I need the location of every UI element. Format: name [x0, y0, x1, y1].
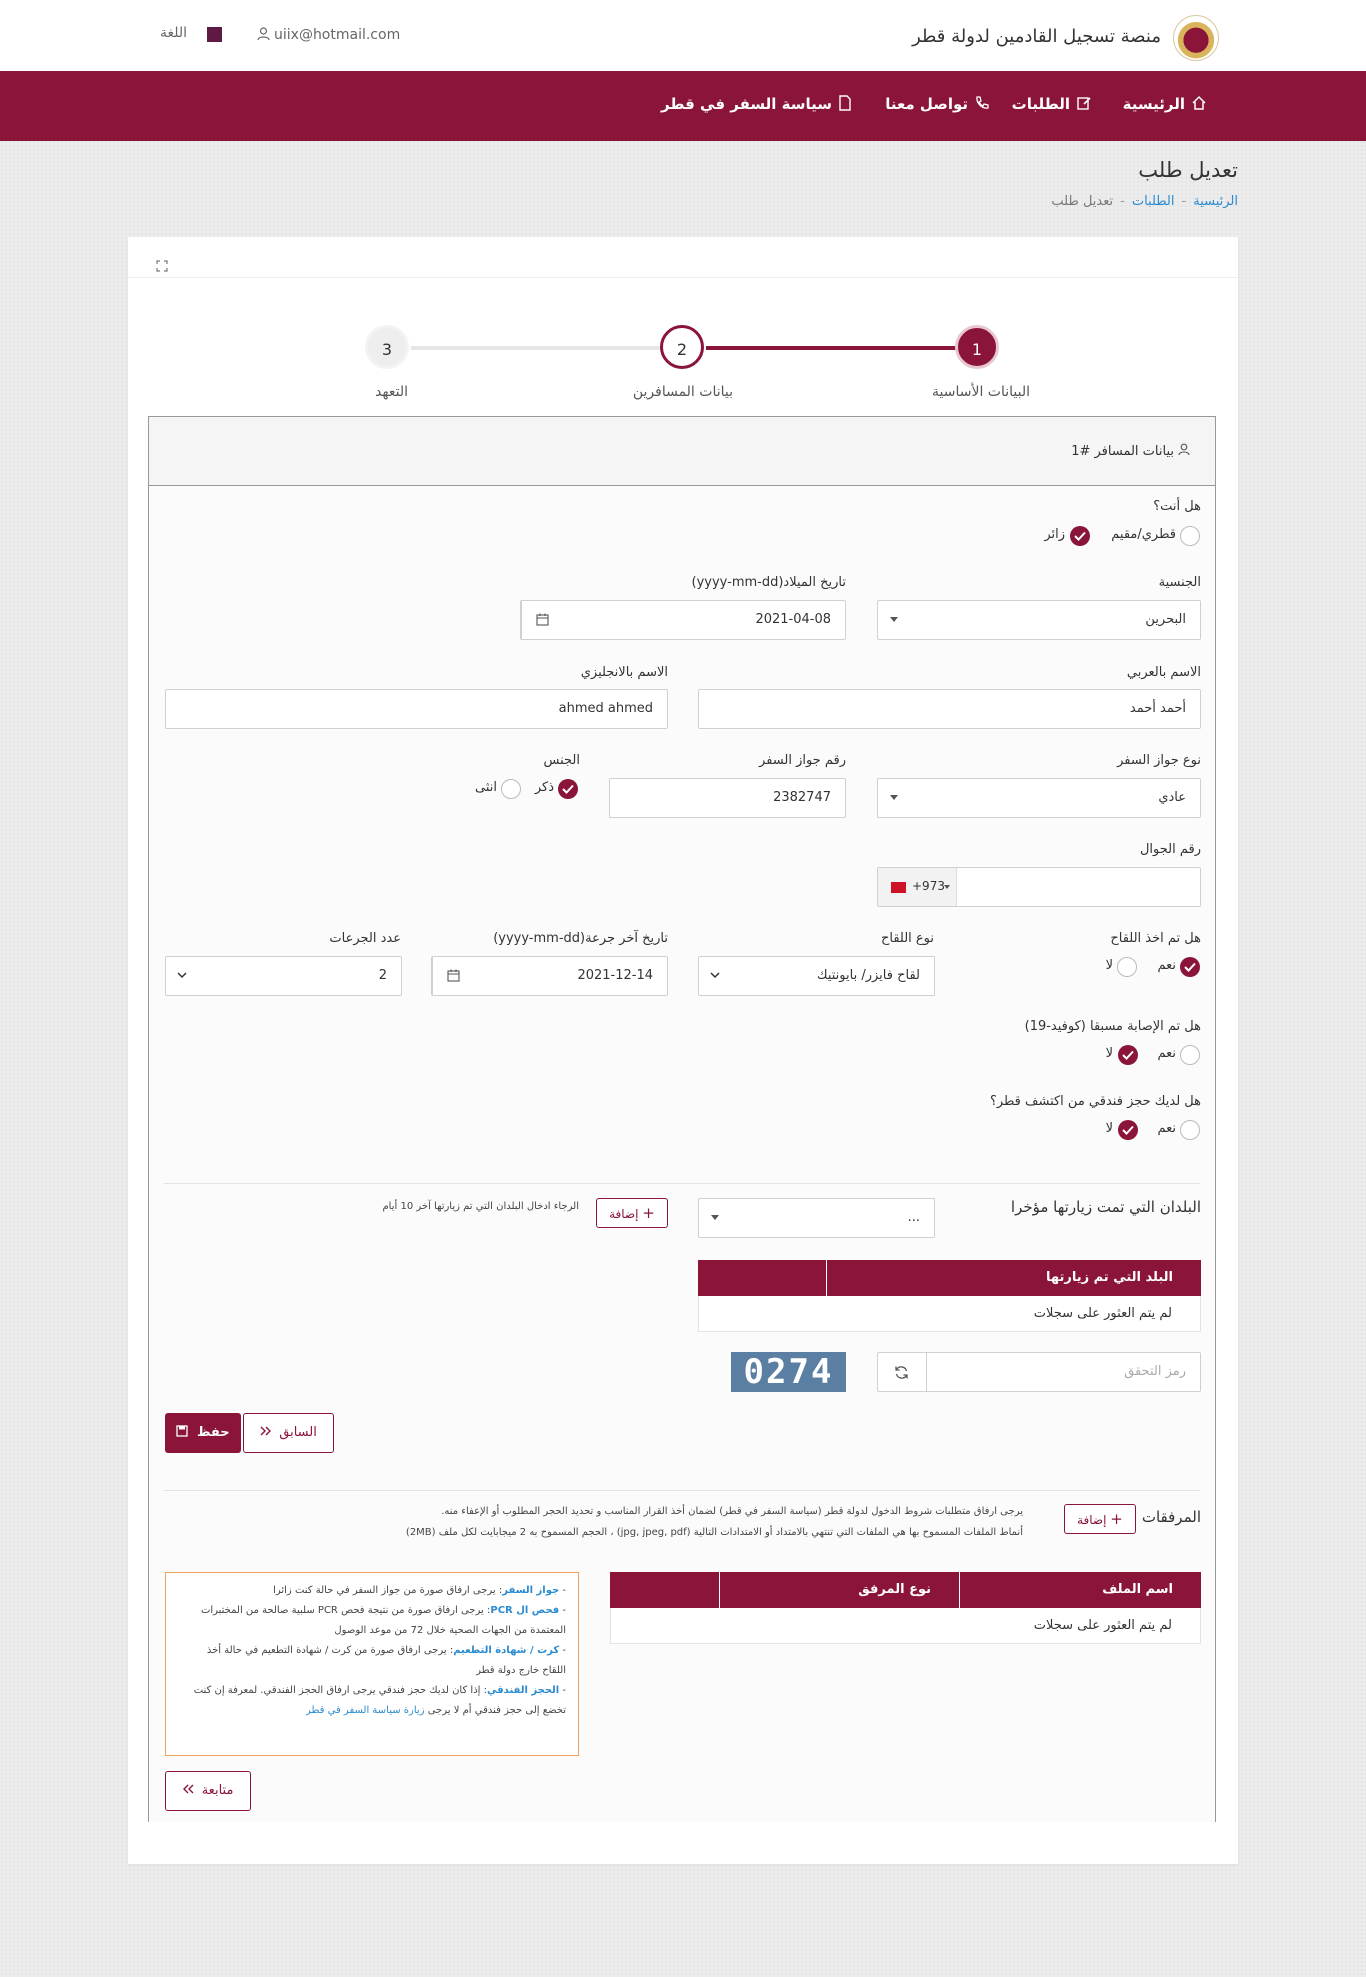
calendar-icon: [447, 969, 460, 982]
previous-label: السابق: [279, 1425, 317, 1440]
passport-type-select[interactable]: [877, 778, 1201, 818]
last-dose-value: 2021-12-14: [577, 968, 653, 983]
column-divider: [959, 1572, 960, 1608]
are-you-label: هل أنت؟: [1153, 499, 1201, 514]
double-chevron-left-icon: [183, 1784, 195, 1794]
previous-button[interactable]: [243, 1413, 334, 1453]
attachments-col-type: نوع المرفق: [858, 1582, 931, 1597]
edit-icon: [1076, 95, 1092, 111]
countries-select-value: ...: [907, 1210, 920, 1225]
bahrain-flag-icon: [891, 882, 906, 893]
doses-label: عدد الجرعات: [329, 931, 401, 946]
are-you-option-visitor: زائر: [1044, 527, 1065, 542]
captcha-input[interactable]: [877, 1352, 1201, 1392]
nav-travel-policy[interactable]: [661, 95, 852, 113]
vaccinated-radio-yes[interactable]: [1180, 957, 1200, 977]
chevron-down-icon: [176, 969, 188, 981]
name-en-value: ahmed ahmed: [558, 701, 653, 716]
country-code-select[interactable]: [878, 868, 957, 906]
step-connector-1-2: [706, 346, 959, 350]
infected-radio-yes[interactable]: [1180, 1045, 1200, 1065]
step-3-circle[interactable]: 3: [365, 325, 409, 369]
countries-table-header: [698, 1260, 1201, 1296]
info-pcr-cont: المعتمدة من الجهات الصحية خلال 72 من موعد الوصول: [334, 1625, 566, 1636]
info-hotel: - الحجز الفندقي: إذا كان لديك حجز فندقي يرجى ارفاق الحجز الفندقي. لمعرفة إن كنت: [193, 1685, 566, 1696]
top-bar: [0, 0, 1366, 71]
breadcrumb: الرئيسية-الطلبات-تعديل طلب: [1051, 194, 1238, 209]
language-flag-icon[interactable]: [207, 27, 222, 42]
vaccine-type-label: نوع اللقاح: [880, 931, 934, 946]
vaccinated-radio-no[interactable]: [1117, 957, 1137, 977]
check-icon: [1074, 531, 1086, 541]
save-label: حفظ: [196, 1425, 230, 1440]
fullscreen-icon[interactable]: [156, 260, 168, 272]
traveler-title-text: بيانات المسافر #1: [1071, 444, 1174, 459]
attachments-col-filename: اسم الملف: [1102, 1582, 1173, 1597]
dropdown-caret-icon: [944, 885, 950, 889]
vaccinated-label: هل تم اخذ اللقاح: [1110, 931, 1201, 946]
name-ar-value: أحمد أحمد: [1129, 701, 1186, 716]
breadcrumb-current: تعديل طلب: [1051, 194, 1114, 209]
breadcrumb-requests[interactable]: الطلبات: [1131, 194, 1175, 209]
vaccinated-option-no: لا: [1105, 958, 1113, 973]
passport-type-label: نوع جواز السفر: [1117, 753, 1201, 768]
info-hotel-cont: تخضع إلى حجز فندقي أم لا يرجى زيارة سياسة السفر في قطر: [305, 1705, 566, 1716]
birth-date-calendar-button[interactable]: [521, 601, 564, 639]
gender-option-male: ذكر: [534, 780, 554, 795]
gender-radio-female[interactable]: [501, 779, 521, 799]
attachments-note-2: أنماط الملفات المسموح بها هي الملفات التي تنتهي بالامتداد أو الامتدادات التالية (jpg, jpeg, pdf) ، الحجم المسموح به 2 ميجابايت لكل ملف (2MB): [405, 1527, 1023, 1538]
countries-empty-text: لم يتم العثور على سجلات: [1033, 1306, 1172, 1321]
document-icon: [838, 95, 852, 111]
countries-select[interactable]: [698, 1198, 935, 1238]
step-2-circle[interactable]: 2: [660, 325, 704, 369]
section-divider: [164, 1490, 1200, 1491]
hotel-radio-yes[interactable]: [1180, 1120, 1200, 1140]
plus-icon: +: [642, 1204, 655, 1222]
traveler-header: [149, 417, 1215, 486]
hotel-label: هل لديك حجز فندقي من اكتشف قطر؟: [989, 1094, 1201, 1109]
double-chevron-icon: [260, 1426, 272, 1436]
infected-option-no: لا: [1105, 1046, 1113, 1061]
phone-icon: [974, 95, 990, 111]
page-title: تعديل طلب: [1138, 158, 1238, 182]
vaccinated-option-yes: نعم: [1157, 958, 1176, 973]
attachments-info-box: [165, 1572, 579, 1756]
gender-option-female: انثى: [475, 780, 497, 795]
check-icon: [1122, 1050, 1134, 1060]
nationality-select[interactable]: [877, 600, 1201, 640]
gender-label: الجنس: [543, 753, 580, 768]
attachments-table-header: [610, 1572, 1201, 1608]
captcha-refresh-button[interactable]: [878, 1353, 927, 1391]
attachments-title: المرفقات: [1141, 1508, 1201, 1526]
home-icon: [1191, 95, 1207, 111]
user-icon: [1178, 443, 1190, 456]
check-icon: [562, 784, 574, 794]
dropdown-caret-icon: [890, 795, 898, 800]
infected-label: هل تم الإصابة مسبقا (كوفيد-19): [1024, 1019, 1201, 1034]
continue-label: متابعة: [201, 1783, 234, 1798]
vaccine-type-value: لقاح فايزر/ بايونتيك: [816, 968, 920, 983]
birth-date-input[interactable]: [520, 600, 846, 640]
travel-policy-link[interactable]: زيارة سياسة السفر في قطر: [305, 1705, 425, 1716]
site-title: منصة تسجيل القادمين لدولة قطر: [912, 26, 1161, 47]
gender-radio-male[interactable]: [558, 779, 578, 799]
passport-no-label: رقم جواز السفر: [759, 753, 846, 768]
last-dose-input[interactable]: [431, 956, 668, 996]
section-divider: [164, 1183, 1200, 1184]
nav-requests[interactable]: [1012, 95, 1092, 113]
countries-table-empty-row: [698, 1296, 1201, 1332]
info-vaccine-cont: اللقاح خارج دولة قطر: [476, 1665, 566, 1676]
are-you-radio-visitor[interactable]: [1070, 526, 1090, 546]
add-attachment-button[interactable]: [1064, 1504, 1136, 1534]
last-dose-calendar-button[interactable]: [432, 957, 475, 995]
name-en-input[interactable]: [165, 689, 668, 729]
countries-hint: الرجاء ادخال البلدان التي تم زيارتها آخر 10 أيام: [382, 1201, 579, 1212]
refresh-icon: [894, 1365, 909, 1380]
qatar-emblem-logo: [1173, 15, 1219, 61]
plus-icon: +: [1110, 1510, 1123, 1528]
dropdown-caret-icon: [711, 1215, 719, 1220]
step-connector-2-3: [411, 346, 684, 350]
dropdown-caret-icon: [890, 617, 898, 622]
nav-requests-label: الطلبات: [1011, 95, 1070, 113]
passport-no-input[interactable]: [609, 778, 846, 818]
are-you-radio-qatari[interactable]: [1180, 526, 1200, 546]
nav-contact-label: تواصل معنا: [885, 95, 968, 113]
breadcrumb-home[interactable]: الرئيسية: [1193, 194, 1238, 209]
add-attachment-label: إضافة: [1077, 1513, 1107, 1527]
nav-travel-policy-label: سياسة السفر في قطر: [661, 95, 832, 113]
save-button[interactable]: [165, 1413, 241, 1453]
passport-no-value: 2382747: [773, 790, 831, 805]
doses-select[interactable]: [165, 956, 402, 996]
countries-label: البلدان التي تمت زيارتها مؤخرا: [1010, 1198, 1201, 1216]
user-email[interactable]: [257, 27, 400, 43]
step-1-label: البيانات الأساسية: [932, 384, 1030, 400]
user-email-text: uiix@hotmail.com: [274, 27, 401, 43]
doses-value: 2: [378, 968, 387, 983]
nav-home-label: الرئيسية: [1122, 95, 1185, 113]
save-icon: [176, 1425, 188, 1437]
attachments-empty-text: لم يتم العثور على سجلات: [1033, 1618, 1172, 1633]
info-pcr: - فحص ال PCR: يرجى ارفاق صورة من نتيجة فحص PCR سلبية صالحة من المختبرات: [200, 1605, 566, 1616]
birth-date-label: تاريخ الميلاد(yyyy-mm-dd): [691, 575, 846, 590]
add-country-label: إضافة: [609, 1207, 639, 1221]
are-you-option-qatari: قطري/مقيم: [1111, 527, 1176, 542]
check-icon: [1122, 1125, 1134, 1135]
step-1-circle[interactable]: 1: [955, 325, 999, 369]
nav-contact[interactable]: [885, 95, 990, 113]
info-passport: - جواز السفر: يرجى ارفاق صورة من جواز السفر في حالة كنت زائرا: [273, 1585, 566, 1596]
column-divider: [826, 1260, 827, 1296]
info-vaccine: - كرت / شهادة التطعيم: يرجى ارفاق صورة من كرت / شهادة التطعيم في حالة أخذ: [206, 1645, 566, 1656]
attachments-note-1: يرجى ارفاق متطلبات شروط الدخول لدولة قطر (سياسة السفر في قطر) لضمان أخذ القرار المناسب و تحديد الحجر المطلوب أو الإعفاء منه.: [441, 1506, 1023, 1517]
chevron-down-icon: [709, 969, 721, 981]
nationality-value: البحرين: [1145, 612, 1186, 627]
name-ar-label: الاسم بالعربي: [1126, 665, 1201, 680]
language-switch[interactable]: اللغة: [160, 25, 188, 41]
user-icon: [257, 27, 270, 41]
countries-table-col-country: البلد التي تم زيارتها: [1046, 1270, 1173, 1285]
birth-date-value: 2021-04-08: [755, 612, 831, 627]
name-en-label: الاسم بالانجليزي: [580, 665, 668, 680]
main-nav: [0, 71, 1366, 141]
hotel-option-yes: نعم: [1157, 1121, 1176, 1136]
country-code-value: +973: [912, 879, 945, 893]
captcha-image: 0274: [731, 1352, 846, 1392]
mobile-label: رقم الجوال: [1139, 842, 1201, 857]
card-header-divider: [128, 277, 1238, 278]
add-country-button[interactable]: [596, 1198, 668, 1228]
nav-home[interactable]: [1123, 95, 1207, 113]
nationality-label: الجنسية: [1158, 575, 1201, 590]
column-divider: [719, 1572, 720, 1608]
name-ar-input[interactable]: [698, 689, 1201, 729]
hotel-radio-no[interactable]: [1118, 1120, 1138, 1140]
infected-option-yes: نعم: [1157, 1046, 1176, 1061]
calendar-icon: [536, 613, 549, 626]
check-icon: [1184, 962, 1196, 972]
step-2-label: بيانات المسافرين: [632, 384, 733, 400]
attachments-table-empty-row: [610, 1608, 1201, 1644]
passport-type-value: عادي: [1158, 790, 1186, 805]
continue-button[interactable]: [165, 1771, 251, 1811]
last-dose-label: تاريخ آخر جرعة(yyyy-mm-dd): [493, 931, 668, 946]
captcha-placeholder: رمز التحقق: [1124, 1364, 1186, 1379]
hotel-option-no: لا: [1105, 1121, 1113, 1136]
vaccine-type-select[interactable]: [698, 956, 935, 996]
mobile-input[interactable]: [877, 867, 1201, 907]
step-3-label: التعهد: [375, 384, 408, 400]
infected-radio-no[interactable]: [1118, 1045, 1138, 1065]
traveler-title: [1071, 443, 1190, 459]
